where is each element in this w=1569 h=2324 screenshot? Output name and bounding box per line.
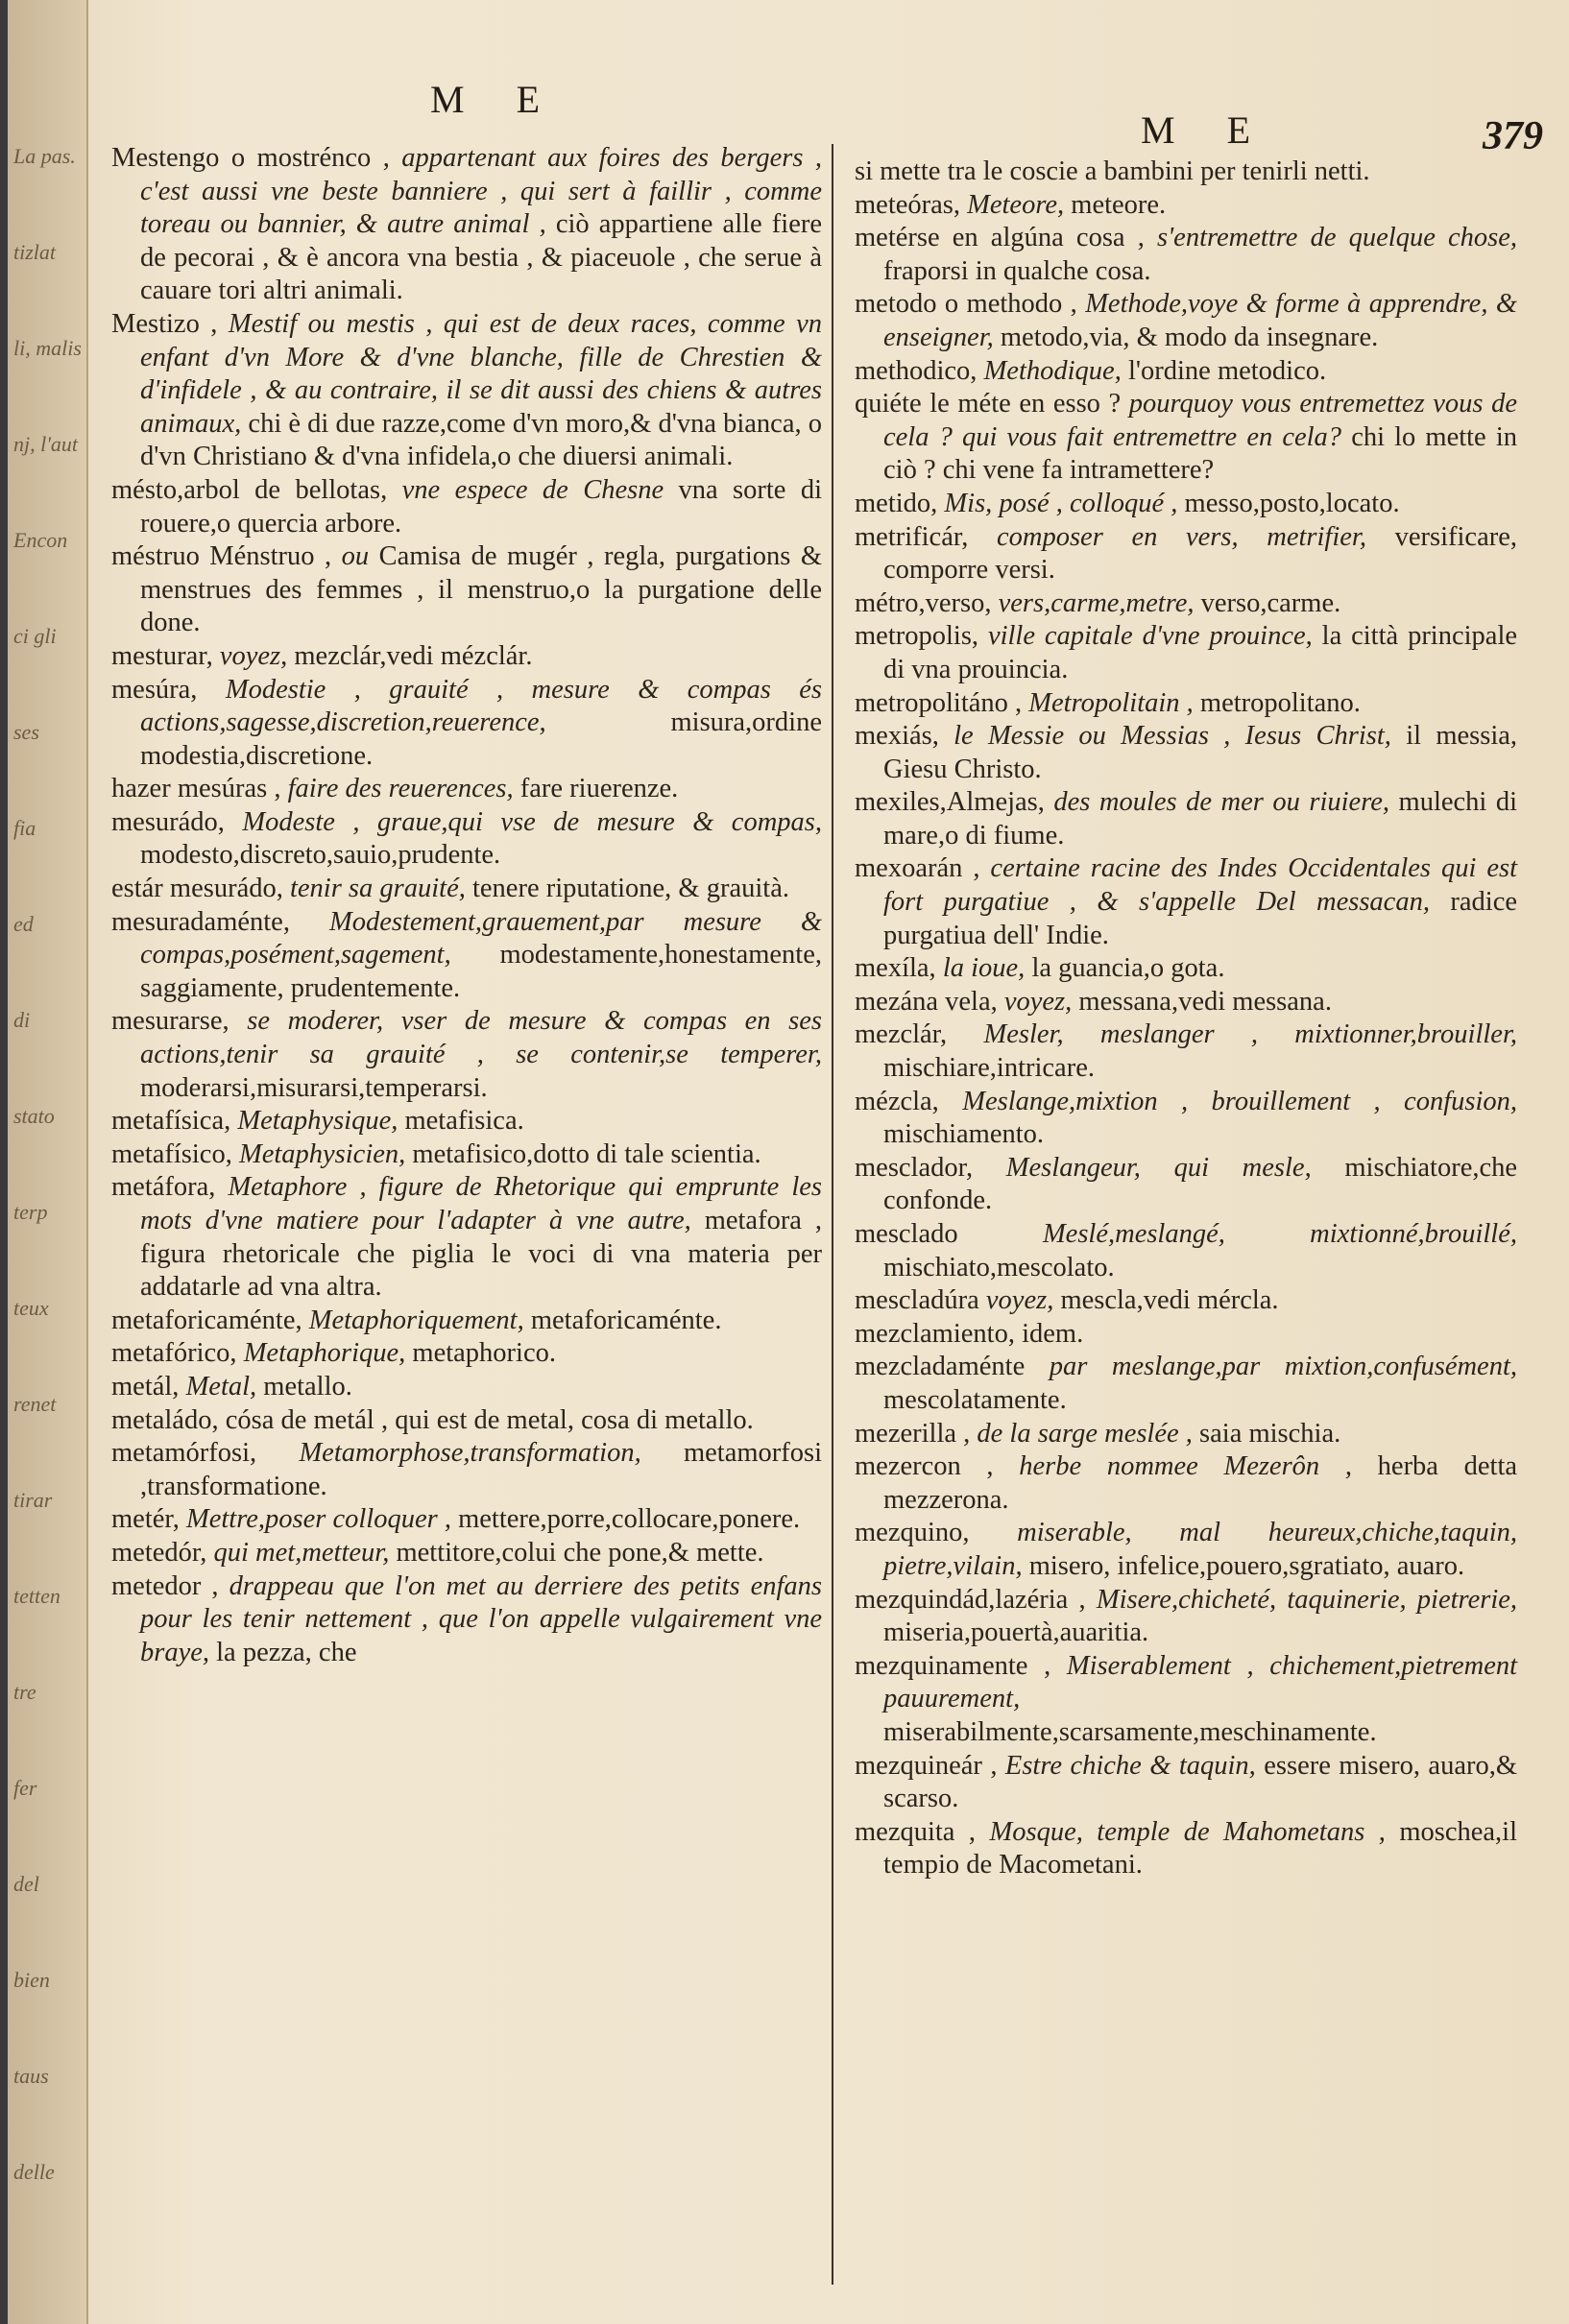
previous-page-fragment: nj, l'aut: [13, 432, 79, 456]
dictionary-entry: [855, 1284, 1517, 1318]
headword: metamórfosi,: [111, 1438, 257, 1469]
french-gloss: Metaphore , figure de Rhetorique qui emprunte les mots d'vne matiere pour l'adapter à vne autre,: [140, 1172, 823, 1235]
dictionary-entry: [855, 488, 1517, 521]
previous-page-fragment: delle: [13, 2160, 55, 2184]
headword: mesclado: [855, 1219, 958, 1249]
italian-gloss: modestamente,honestamente, saggiamente, prudentemente.: [140, 940, 822, 1003]
french-gloss: Metamorphose,transformation,: [299, 1438, 641, 1469]
previous-page-fragment: del: [13, 1872, 39, 1896]
headword: quiéte le méte en esso ?: [855, 389, 1122, 419]
dictionary-entry: [855, 852, 1517, 952]
french-gloss: Mesler, meslanger , mixtionner,brouiller,: [983, 1019, 1517, 1050]
previous-page-fragment: ed: [13, 912, 34, 936]
headword: metérse en algúna cosa ,: [855, 223, 1145, 253]
headword: mexoarán ,: [855, 853, 980, 884]
previous-page-fragment: di: [13, 1008, 31, 1032]
dictionary-entry: [855, 687, 1517, 721]
italian-gloss: fraporsi in qualche cosa.: [883, 255, 1151, 286]
dictionary-entry: [855, 1816, 1517, 1882]
italian-gloss: chi è di due razze,come d'vn moro,& d'vna bianca, o d'vn Christiano & d'vna infidela,o che diuersi animali.: [140, 408, 822, 472]
italian-gloss: mischiare,intricare.: [883, 1053, 1095, 1084]
headword: metido,: [855, 488, 938, 518]
french-gloss: la ioue,: [942, 953, 1026, 984]
headword: mezclamiento,: [855, 1318, 1015, 1349]
french-gloss: Metaphoriquement,: [308, 1305, 524, 1335]
french-gloss: Misere,chicheté, taquinerie, pietrerie,: [1096, 1584, 1518, 1615]
previous-page-fragment: ses: [13, 720, 39, 744]
dictionary-entry: [111, 1371, 822, 1404]
italian-gloss: si mette tra le coscie a bambini per tenirli netti.: [855, 156, 1370, 186]
italian-gloss: la pezza, che: [216, 1637, 357, 1667]
dictionary-entry: [111, 1570, 822, 1670]
headword: Mestizo ,: [111, 308, 218, 339]
dictionary-entry: [855, 388, 1517, 488]
headword: mezcladaménte: [855, 1352, 1026, 1382]
headword: metodo o methodo ,: [855, 289, 1077, 320]
italian-gloss: mescolatamente.: [883, 1384, 1067, 1415]
dictionary-entry: [111, 540, 822, 640]
french-gloss: ville capitale d'vne prouince,: [987, 621, 1313, 652]
headword: mezána vela,: [855, 986, 998, 1017]
italian-gloss: metallo.: [263, 1371, 352, 1402]
headword: metál,: [111, 1371, 180, 1402]
italian-gloss: miseria,pouertà,auaritia.: [883, 1617, 1149, 1648]
italian-gloss: vna sorte di rouere,o quercia arbore.: [140, 474, 823, 539]
italian-gloss: mulechi di mare,o di fiume.: [883, 787, 1518, 851]
headword: mesurádo,: [111, 806, 225, 837]
header-right: M E: [1141, 108, 1271, 152]
dictionary-entry: [855, 986, 1517, 1019]
headword: mesúra,: [111, 674, 198, 705]
headword: mesclador,: [855, 1152, 974, 1183]
column-divider: [832, 144, 833, 2285]
book-page: [8, 0, 1569, 2324]
italian-gloss: metafisica.: [404, 1106, 524, 1137]
french-gloss: Metaphysique,: [237, 1106, 398, 1137]
french-gloss: certaine racine des Indes Occidentales qui est fort purgatiue , & s'appelle Del messacan,: [883, 853, 1517, 918]
dictionary-entry: [855, 620, 1517, 686]
headword: estár mesurádo,: [111, 874, 283, 904]
italian-gloss: moschea,il tempio de Macometani.: [883, 1816, 1517, 1881]
dictionary-entry: [855, 355, 1517, 389]
french-gloss: tenir sa grauité,: [289, 874, 466, 904]
french-gloss: s'entremettre de quelque chose,: [1157, 223, 1518, 253]
french-gloss: voyez,: [219, 640, 288, 671]
dictionary-entry: [111, 142, 822, 308]
french-gloss: vers,carme,metre,: [998, 587, 1195, 618]
french-gloss: ou: [341, 541, 370, 572]
italian-gloss: la città principale di vna prouincia.: [883, 621, 1518, 684]
dictionary-entry: [111, 1503, 822, 1537]
headword: mescladúra: [855, 1285, 979, 1316]
headword: mezquino,: [855, 1518, 970, 1548]
italian-gloss: metaforicaménte.: [530, 1305, 722, 1335]
dictionary-entry: [855, 222, 1517, 288]
dictionary-entry: [111, 806, 822, 873]
dictionary-entry: [111, 1171, 822, 1304]
italian-gloss: metaphorico.: [412, 1338, 556, 1369]
headword: metáfora,: [111, 1172, 216, 1203]
italian-gloss: verso,carme.: [1200, 587, 1341, 618]
dictionary-entry: [111, 674, 822, 774]
dictionary-entry: [855, 720, 1517, 786]
italian-gloss: modesto,discreto,sauio,prudente.: [140, 840, 501, 871]
french-gloss: drappeau que l'on met au derriere des petits enfans pour les tenir nettement , que l'on appelle vulgairement vne braye,: [140, 1570, 822, 1667]
italian-gloss: herba detta mezzerona.: [883, 1451, 1518, 1515]
italian-gloss: Camisa de mugér , regla, purgations & menstrues des femmes , il menstruo,o la purgatione delle done.: [140, 541, 823, 638]
dictionary-entry: [111, 1437, 822, 1503]
french-gloss: Meteore,: [967, 189, 1065, 220]
dictionary-entry: [855, 1318, 1517, 1352]
italian-gloss: mettere,porre,collocare,ponere.: [458, 1504, 801, 1535]
italian-gloss: messana,vedi messana.: [1078, 986, 1332, 1017]
french-gloss: faire des reuerences,: [287, 774, 514, 804]
italian-gloss: metafisico,dotto di tale scientia.: [412, 1138, 761, 1169]
italian-gloss: metropolitano.: [1199, 687, 1361, 718]
left-column: [111, 142, 822, 1669]
italian-gloss: mezclár,vedi mézclár.: [294, 640, 533, 671]
headword: metropolis,: [855, 621, 979, 652]
italian-gloss: chi lo mette in ciò ? chi vene fa intramettere?: [883, 421, 1517, 486]
headword: mezercon ,: [855, 1451, 994, 1482]
italian-gloss: meteore.: [1071, 189, 1167, 220]
headword: mexiás,: [855, 721, 939, 752]
headword: mexiles,Almejas,: [855, 787, 1045, 818]
previous-page-fragment: tizlat: [13, 240, 57, 264]
previous-page-fragment: bien: [13, 1968, 50, 1992]
italian-gloss: essere misero, auaro,& scarso.: [883, 1750, 1518, 1814]
french-gloss: Mis, posé , colloqué ,: [944, 488, 1178, 518]
dictionary-entry: [855, 1018, 1517, 1085]
headword: metér,: [111, 1504, 180, 1535]
french-gloss: Methode,voye & forme à apprendre, & enseigner,: [883, 289, 1517, 352]
dictionary-entry: [111, 1105, 822, 1138]
headword: hazer mesúras ,: [111, 774, 281, 804]
dictionary-entry: [855, 1152, 1517, 1218]
headword: metedór,: [111, 1537, 207, 1568]
french-gloss: Mestif ou mestis , qui est de deux races, comme vn enfant d'vn More & d'vne blanche, fille de Chrestien & d'infidele , & au contraire, il se dit aussi des chiens & autres animaux,: [140, 308, 823, 439]
headword: mezquindád,lazéria ,: [855, 1584, 1086, 1615]
italian-gloss: tenere riputatione, & grauità.: [471, 874, 789, 904]
italian-gloss: messo,posto,locato.: [1184, 488, 1400, 518]
dictionary-entry: [855, 1750, 1517, 1816]
dictionary-entry: [111, 906, 822, 1006]
dictionary-entry: [855, 1086, 1517, 1152]
headword: méstruo Ménstruo ,: [111, 541, 332, 572]
dictionary-entry: [111, 1404, 822, 1438]
french-gloss: Miserablement , chichement,pietrement pauurement,: [883, 1650, 1518, 1714]
headword: metropolitáno ,: [855, 687, 1023, 718]
italian-gloss: mischiato,mescolato.: [883, 1252, 1115, 1282]
italian-gloss: cósa de metál , qui est de metal, cosa di metallo.: [225, 1404, 754, 1435]
previous-page-fragment: taus: [13, 2064, 49, 2088]
headword: methodico,: [855, 355, 978, 386]
french-gloss: Metaphorique,: [243, 1338, 406, 1369]
italian-gloss: fare riuerenze.: [519, 774, 679, 804]
previous-page-edge: [8, 0, 88, 2324]
headword: meteóras,: [855, 189, 960, 220]
previous-page-fragment: tirar: [13, 1488, 53, 1512]
french-gloss: Metal,: [185, 1371, 257, 1402]
french-gloss: de la sarge meslée ,: [977, 1418, 1193, 1449]
dictionary-entry: [855, 156, 1517, 189]
french-gloss: voyez,: [1003, 986, 1073, 1017]
french-gloss: miserable, mal heureux,chiche,taquin, pietre,vilain,: [883, 1518, 1518, 1581]
french-gloss: voyez,: [985, 1285, 1054, 1316]
headword: mezquineár ,: [855, 1750, 998, 1781]
dictionary-entry: [111, 474, 822, 540]
dictionary-entry: [855, 1218, 1517, 1284]
dictionary-entry: [111, 1537, 822, 1570]
headword: mesuradaménte,: [111, 906, 290, 937]
french-gloss: se moderer, vser de mesure & compas en ses actions,tenir sa grauité , se contenir,se temperer,: [140, 1006, 823, 1070]
dictionary-entry: [855, 952, 1517, 986]
french-gloss: Mosque, temple de Mahometans ,: [989, 1816, 1386, 1847]
dictionary-entry: [111, 773, 822, 806]
french-gloss: Metaphysicien,: [238, 1138, 406, 1169]
french-gloss: Modestie , grauité , mesure & compas és actions,sagesse,discretion,reuerence,: [140, 674, 822, 738]
headword: mezerilla ,: [855, 1418, 971, 1449]
italian-gloss: moderarsi,misurarsi,temperarsi.: [140, 1072, 488, 1103]
french-gloss: Modeste , graue,qui vse de mesure & compas,: [242, 806, 823, 837]
italian-gloss: mischiamento.: [883, 1119, 1045, 1150]
italian-gloss: la guancia,o gota.: [1031, 953, 1225, 984]
italian-gloss: mischiatore,che confonde.: [883, 1152, 1518, 1216]
dictionary-entry: [111, 1138, 822, 1172]
dictionary-entry: [855, 786, 1517, 852]
french-gloss: par meslange,par mixtion,confusément,: [1049, 1352, 1517, 1382]
french-gloss: Estre chiche & taquin,: [1004, 1750, 1256, 1781]
header-left: M E: [430, 78, 561, 121]
italian-gloss: saia mischia.: [1199, 1418, 1341, 1449]
headword: metaládo,: [111, 1404, 219, 1435]
french-gloss: pourquoy vous entremettez vous de cela ? qui vous fait entremettre en cela?: [883, 389, 1517, 452]
headword: metaforicaménte,: [111, 1305, 302, 1335]
french-gloss: Meslangeur, qui mesle,: [1005, 1152, 1312, 1183]
dictionary-entry: [855, 189, 1517, 223]
dictionary-entry: [855, 288, 1517, 354]
italian-gloss: misero, infelice,pouero,sgratiato, auaro.: [1028, 1550, 1465, 1581]
previous-page-fragment: terp: [13, 1200, 48, 1224]
previous-page-fragment: ci gli: [13, 624, 57, 648]
italian-gloss: il messia, Giesu Christo.: [883, 721, 1518, 784]
previous-page-fragment: tre: [13, 1680, 36, 1704]
dictionary-entry: [111, 1305, 822, 1338]
italian-gloss: misura,ordine modestia,discretione.: [140, 707, 822, 771]
french-gloss: Metropolitain ,: [1028, 687, 1194, 718]
dictionary-entry: [111, 308, 822, 474]
headword: metafísico,: [111, 1138, 232, 1169]
dictionary-entry: [855, 1517, 1517, 1583]
dictionary-entry: [855, 587, 1517, 621]
headword: mezclár,: [855, 1019, 948, 1050]
italian-gloss: l'ordine metodico.: [1127, 355, 1327, 386]
italian-gloss: mettitore,colui che pone,& mette.: [396, 1537, 764, 1568]
headword: mésto,arbol de bellotas,: [111, 474, 388, 505]
right-column: [855, 156, 1517, 1882]
headword: metafísica,: [111, 1106, 231, 1137]
previous-page-fragment: renet: [13, 1392, 57, 1416]
french-gloss: composer en vers, metrifier,: [996, 521, 1366, 552]
italian-gloss: radice purgatiua dell' Indie.: [883, 887, 1518, 950]
previous-page-fragment: fia: [13, 816, 36, 840]
dictionary-entry: [855, 1450, 1517, 1517]
headword: metedor ,: [111, 1570, 219, 1601]
previous-page-fragment: tetten: [13, 1584, 60, 1608]
dictionary-entry: [855, 1650, 1517, 1750]
french-gloss: Modestement,grauement,par mesure & compas,posément,sagement,: [140, 906, 823, 970]
previous-page-fragment: Encon: [13, 528, 68, 552]
french-gloss: des moules de mer ou riuiere,: [1053, 787, 1390, 818]
headword: mezquita ,: [855, 1816, 977, 1847]
italian-gloss: mescla,vedi mércla.: [1060, 1285, 1279, 1316]
italian-gloss: metodo,via, & modo da insegnare.: [1000, 322, 1379, 352]
headword: mézcla,: [855, 1086, 939, 1116]
headword: Mestengo o mostrénco ,: [111, 143, 390, 173]
headword: mexíla,: [855, 953, 936, 984]
french-gloss: Meslé,meslangé, mixtionné,brouillé,: [1042, 1219, 1517, 1249]
dictionary-entry: [855, 1418, 1517, 1451]
french-gloss: Meslange,mixtion , brouillement , confusion,: [962, 1086, 1518, 1116]
italian-gloss: idem.: [1022, 1318, 1084, 1349]
headword: metafórico,: [111, 1338, 237, 1369]
french-gloss: appartenant aux foires des bergers , c'est aussi vne beste banniere , qui sert à faillir , comme toreau ou bannier, & autre animal ,: [140, 143, 823, 240]
italian-gloss: miserabilmente,scarsamente,meschinamente.: [883, 1716, 1377, 1747]
headword: métro,verso,: [855, 587, 992, 618]
dictionary-entry: [855, 521, 1517, 587]
italian-gloss: ciò appartiene alle fiere de pecorai , & è ancora vna bestia , & piaceuole , che serue à cauare tori altri animali.: [140, 209, 823, 306]
headword: mezquinamente ,: [855, 1650, 1051, 1681]
dictionary-entry: [111, 640, 822, 674]
headword: mesturar,: [111, 640, 213, 671]
french-gloss: Methodique,: [983, 355, 1122, 386]
dictionary-entry: [855, 1351, 1517, 1417]
italian-gloss: metamorfosi ,transformatione.: [140, 1438, 822, 1501]
dictionary-entry: [111, 1337, 822, 1371]
french-gloss: le Messie ou Messias , Iesus Christ,: [953, 721, 1391, 752]
page-number: 379: [1483, 114, 1543, 158]
previous-page-fragment: stato: [13, 1104, 55, 1128]
dictionary-entry: [111, 1005, 822, 1105]
headword: mesurarse,: [111, 1006, 229, 1037]
italian-gloss: metafora , figura rhetoricale che piglia le voci di vna materia per addatarle ad vna altra.: [140, 1206, 823, 1303]
french-gloss: Mettre,poser colloquer ,: [186, 1504, 451, 1535]
dictionary-entry: [111, 873, 822, 906]
previous-page-fragment: teux: [13, 1296, 49, 1320]
previous-page-fragment: fer: [13, 1776, 37, 1800]
headword: metrificár,: [855, 521, 969, 552]
dictionary-entry: [855, 1584, 1517, 1650]
italian-gloss: versificare, comporre versi.: [883, 521, 1517, 586]
french-gloss: herbe nommee Mezerôn ,: [1019, 1451, 1352, 1482]
previous-page-fragment: li, malis: [13, 336, 82, 360]
previous-page-fragment: La pas.: [13, 144, 76, 168]
french-gloss: qui met,metteur,: [213, 1537, 390, 1568]
french-gloss: vne espece de Chesne: [401, 474, 664, 505]
